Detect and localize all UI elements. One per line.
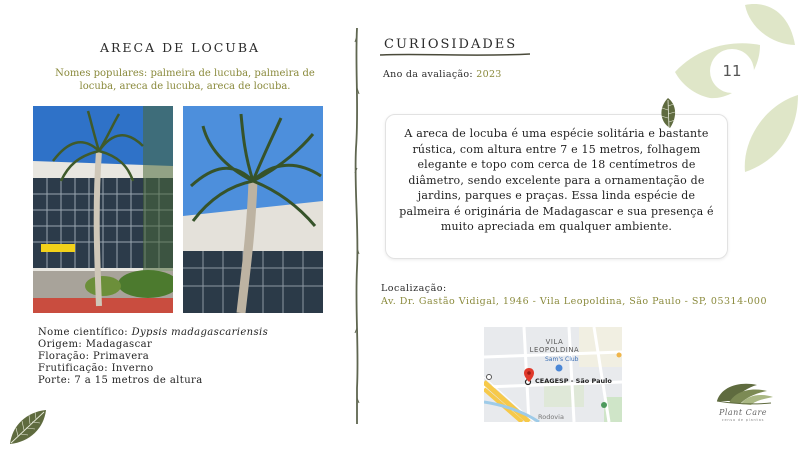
brand-tagline: censo de plantas [721, 418, 765, 422]
palm-leaf-icon [658, 98, 678, 130]
scientific-label: Nome científico: [38, 327, 132, 338]
fruiting: Frutificação: Inverno [38, 363, 154, 374]
map-pin-icon [524, 368, 534, 382]
title-underline [380, 52, 530, 58]
plant-title: ARECA DE LOCUBA [99, 40, 261, 55]
year-value: 2023 [476, 69, 502, 80]
map-street-label: Rodovia [538, 413, 564, 421]
page-number: 11 [710, 49, 754, 93]
section-title: CURIOSIDADES [384, 37, 518, 52]
vertical-divider [352, 28, 362, 424]
location-address[interactable]: Av. Dr. Gastão Vidigal, 1946 - Vila Leopoldina, São Paulo - SP, 05314-000 [381, 296, 767, 307]
year-label: Ano da avaliação: [383, 69, 477, 80]
map-area-label: VILA LEOPOLDINA [529, 338, 580, 354]
plant-photo-building [33, 106, 173, 313]
origin: Origem: Madagascar [38, 339, 153, 350]
popular-names: Nomes populares: palmeira de lucuba, palmeira de locuba, areca de lucuba, areca de locuba. [55, 68, 315, 92]
plant-photo-canopy [183, 106, 323, 313]
scientific-name [38, 327, 268, 339]
description-card: A areca de locuba é uma espécie solitária e bastante rústica, com altura entre 7 e 15 metros, folhagem elegante e topo com cerca de 18 centímetros de diâmetro, sendo excelente para a ornamentação de jardins, parques e praças. Essa linda espécie de palmeira é originária de Madagascar e sua presença é muito apreciada em qualquer ambiente. [385, 114, 728, 259]
map-marker-label: CEAGESP - São Paulo [535, 377, 612, 385]
flowering: Floração: Primavera [38, 351, 150, 362]
scientific-value: Dypsis madagascariensis [131, 327, 269, 338]
map-poi-label: Sam's Club [545, 356, 579, 363]
palm-leaf-icon [8, 408, 48, 446]
location-label: Localização: [381, 283, 447, 294]
size: Porte: 7 a 15 metros de altura [38, 375, 203, 386]
brand-name: Plant Care [718, 408, 768, 417]
evaluation-year [383, 69, 502, 80]
plant-facts [38, 327, 268, 387]
